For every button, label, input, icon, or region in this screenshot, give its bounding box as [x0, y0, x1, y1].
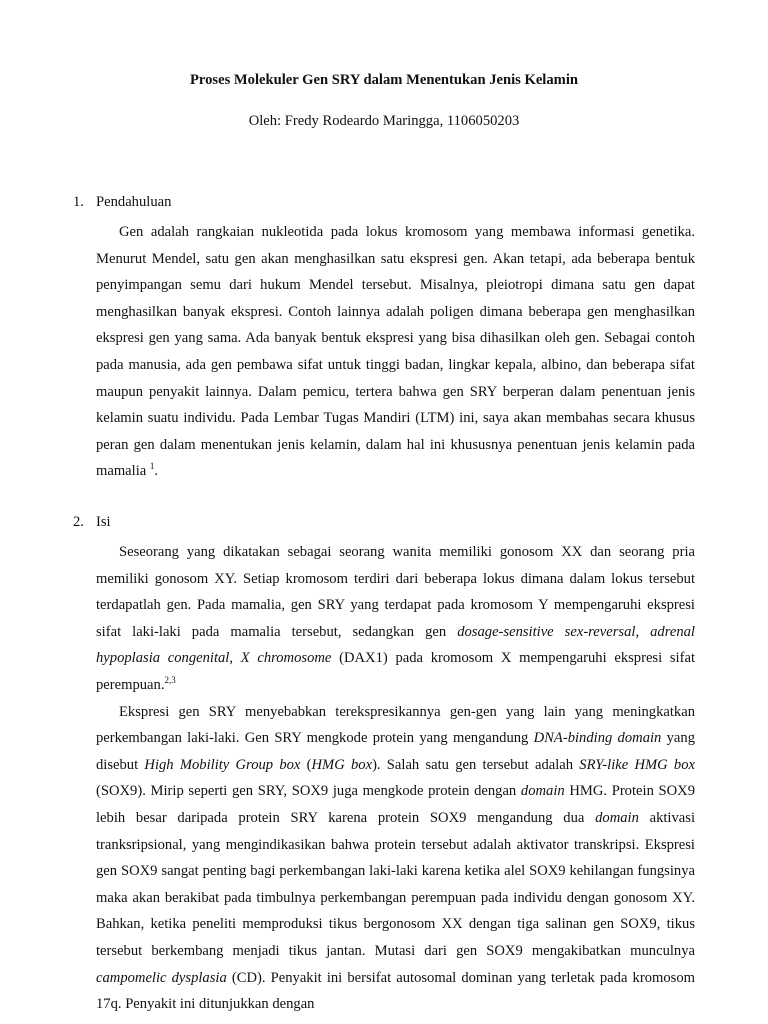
paragraph: Gen adalah rangkaian nukleotida pada lokus kromosom yang membawa informasi genetika. Menurut Mendel, satu gen akan menghasilkan satu ekspresi gen. Akan tetapi, ada beberapa bentuk penyimpangan semu dari hukum Mendel tersebut. Misalnya, pleiotropi dimana satu gen dapat menghasilkan banyak ekspresi. Contoh lainnya adalah poligen dimana beberapa gen menghasilkan ekspresi gen yang sama. Ada banyak bentuk ekspresi yang bisa dihasilkan oleh gen. Sebagai contoh pada manusia, ada gen pembawa sifat untuk tinggi badan, lingkar kepala, albino, dan beberapa sifat maupun penyakit lainnya. Dalam pemicu, tertera bahwa gen SRY berperan dalam penentuan jenis kelamin suatu individu. Pada Lembar Tugas Mandiri (LTM) ini, saya akan membahas secara khusus peran gen dalam menentukan jenis kelamin, dalam hal ini khususnya penentuan jenis kelamin pada mamalia $^1$.	[96, 224, 695, 480]
section-heading	[73, 192, 695, 219]
section-number: 2.	[73, 514, 84, 530]
section-heading	[73, 512, 695, 539]
section-isi	[73, 512, 695, 1018]
section-pendahuluan	[73, 192, 695, 485]
paragraph: Ekspresi gen SRY menyebabkan terekspresikannya gen-gen yang lain yang meningkatkan perkembangan laki-laki. Gen SRY mengkode protein yang mengandung DNA-binding domain yang disebut High Mobility Group box (HMG box). Salah satu gen tersebut adalah SRY-like HMG box (SOX9). Mirip seperti gen SRY, SOX9 juga mengkode protein dengan domain HMG. Protein SOX9 lebih besar daripada protein SRY karena protein SOX9 mengandung dua domain aktivasi tranksripsional, yang mengindikasikan bahwa protein tersebut adalah aktivator transkripsi. Ekspresi gen SOX9 sangat penting bagi perkembangan laki-laki karena ketika alel SOX9 kehilangan fungsinya maka akan berakibat pada timbulnya perkembangan perempuan pada individu dengan gonosom XY. Bahkan, ketika peneliti memproduksi tikus bergonosom XX dengan tiga salinan gen SOX9, tikus tersebut berkembang menjadi tikus jantan. Mutasi dari gen SOX9 mengakibatkan munculnya campomelic dysplasia (CD). Penyakit ini bersifat autosomal dominan yang terletak pada kromosom 17q. Penyakit ini ditunjukkan dengan	[96, 703, 696, 1013]
paragraph: Seseorang yang dikatakan sebagai seorang wanita memiliki gonosom XX dan seorang pria memiliki gonosom XY. Setiap kromosom terdiri dari beberapa lokus dimana dalam lokus tersebut terdapatlah gen. Pada mamalia, gen SRY yang terdapat pada kromosom Y mempengaruhi ekspresi sifat laki-laki pada mamalia tersebut, sedangkan gen dosage-sensitive sex-reversal, adrenal hypoplasia congenital, X chromosome (DAX1) pada kromosom X mempengaruhi ekspresi sifat perempuan.$^{2,3}$	[96, 544, 695, 693]
document-title: Proses Molekuler Gen SRY dalam Menentukan Jenis Kelamin	[190, 72, 578, 88]
citation: 1	[149, 461, 155, 472]
section-title: Pendahuluan	[96, 194, 172, 210]
citation: 2,3	[164, 674, 176, 685]
author-line: Oleh: Fredy Rodeardo Maringga, 1106050203	[248, 113, 520, 129]
section-number: 1.	[73, 194, 84, 210]
section-title: Isi	[96, 514, 111, 530]
